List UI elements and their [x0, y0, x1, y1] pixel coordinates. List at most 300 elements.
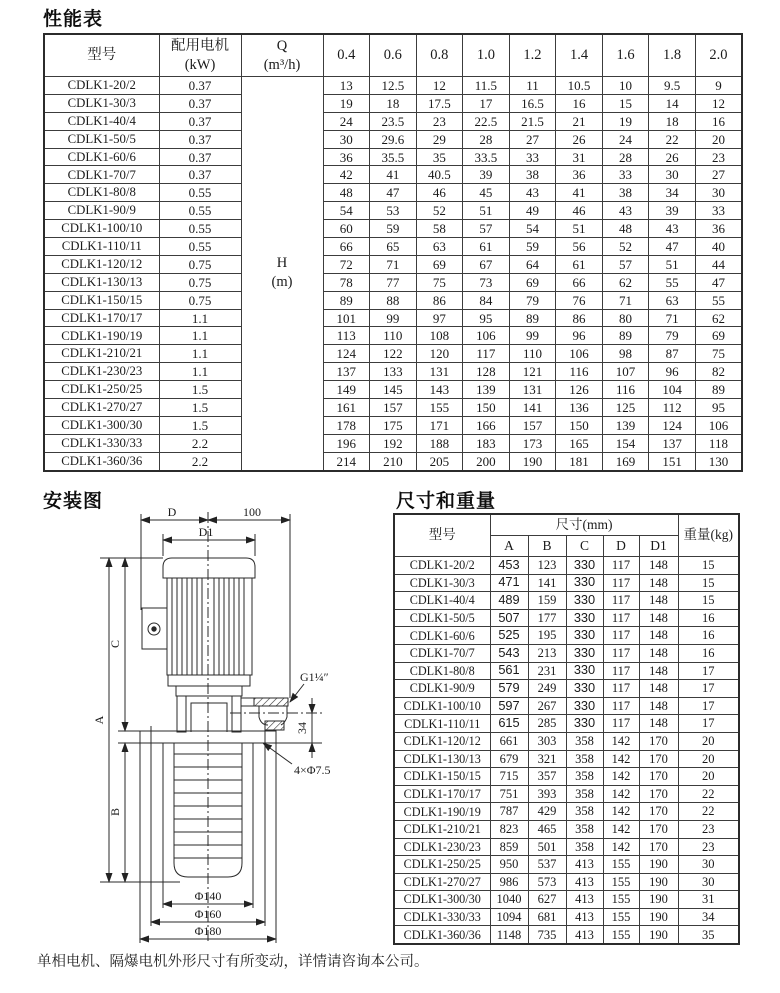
head-value-cell: 106 [695, 416, 742, 434]
thread-leader [290, 684, 304, 702]
head-value-cell: 30 [323, 130, 370, 148]
head-value-cell: 122 [370, 345, 417, 363]
dimension-value-cell: 543 [490, 644, 528, 662]
dimension-value-cell: 661 [490, 732, 528, 750]
head-value-cell: 36 [556, 166, 603, 184]
dimension-value-cell: 573 [528, 873, 566, 891]
dimension-value-cell: 148 [639, 715, 678, 733]
head-value-cell: 52 [602, 238, 649, 256]
lantern-chamber [191, 703, 227, 732]
perf-table-row [44, 130, 742, 148]
head-value-cell: 112 [649, 399, 696, 417]
head-value-cell: 33 [509, 148, 556, 166]
perf-table-row [44, 381, 742, 399]
head-value-cell: 188 [416, 434, 463, 452]
model-cell: CDLK1-110/11 [394, 715, 490, 733]
dimension-value-cell: 358 [566, 732, 603, 750]
dimension-value-cell: 330 [566, 680, 603, 698]
dimension-value-cell: 525 [490, 627, 528, 645]
weight-value-cell: 22 [678, 785, 739, 803]
head-value-cell: 214 [323, 452, 370, 470]
weight-value-cell: 15 [678, 557, 739, 575]
model-cell: CDLK1-270/27 [394, 873, 490, 891]
head-value-cell: 116 [602, 381, 649, 399]
head-value-cell: 88 [370, 291, 417, 309]
dimension-value-cell: 148 [639, 644, 678, 662]
head-value-cell: 21.5 [509, 112, 556, 130]
dims-table-row [394, 644, 739, 662]
perf-table-row [44, 345, 742, 363]
dim-label-d: D [167, 505, 177, 519]
weight-value-cell: 17 [678, 680, 739, 698]
head-value-cell: 41 [556, 184, 603, 202]
motor-kw-cell: 0.37 [159, 94, 241, 112]
perf-table-row [44, 112, 742, 130]
head-value-cell: 28 [602, 148, 649, 166]
model-cell: CDLK1-360/36 [394, 926, 490, 944]
head-value-cell: 171 [416, 416, 463, 434]
dimension-value-cell: 330 [566, 557, 603, 575]
dimension-value-cell: 303 [528, 732, 566, 750]
dimension-value-cell: 597 [490, 697, 528, 715]
dimension-value-cell: 501 [528, 838, 566, 856]
head-value-cell: 64 [509, 255, 556, 273]
head-value-cell: 77 [370, 273, 417, 291]
dims-table-row [394, 680, 739, 698]
model-cell: CDLK1-130/13 [44, 273, 159, 291]
head-value-cell: 23.5 [370, 112, 417, 130]
head-value-cell: 126 [556, 381, 603, 399]
head-value-cell: 66 [556, 273, 603, 291]
dimension-value-cell: 148 [639, 609, 678, 627]
dimensions-section-title: 尺寸和重量 [396, 491, 497, 512]
dimension-value-cell: 142 [603, 768, 639, 786]
head-value-cell: 104 [649, 381, 696, 399]
head-value-cell: 124 [649, 416, 696, 434]
dimension-value-cell: 117 [603, 715, 639, 733]
dimension-value-cell: 950 [490, 856, 528, 874]
model-cell: CDLK1-190/19 [394, 803, 490, 821]
weight-value-cell: 16 [678, 644, 739, 662]
perf-table-row [44, 77, 742, 95]
head-value-cell: 95 [695, 399, 742, 417]
model-cell: CDLK1-210/21 [394, 820, 490, 838]
head-value-cell: 33.5 [463, 148, 510, 166]
dimension-value-cell: 823 [490, 820, 528, 838]
head-value-cell: 46 [556, 202, 603, 220]
head-value-cell: 69 [695, 327, 742, 345]
dims-table-row [394, 697, 739, 715]
head-value-cell: 39 [649, 202, 696, 220]
dimension-value-cell: 358 [566, 820, 603, 838]
motor-kw-cell: 2.2 [159, 452, 241, 470]
flow-header-cell: 1.2 [509, 34, 556, 77]
head-value-cell: 150 [463, 399, 510, 417]
dims-table-row [394, 768, 739, 786]
weight-value-cell: 20 [678, 768, 739, 786]
perf-table-row [44, 452, 742, 470]
head-value-cell: 80 [602, 309, 649, 327]
head-value-cell: 79 [509, 291, 556, 309]
head-value-cell: 38 [509, 166, 556, 184]
head-value-cell: 121 [509, 363, 556, 381]
head-value-cell: 47 [695, 273, 742, 291]
dim-label-100: 100 [243, 505, 261, 519]
perf-table-row [44, 255, 742, 273]
motor-kw-cell: 0.55 [159, 184, 241, 202]
dimension-value-cell: 155 [603, 926, 639, 944]
head-value-cell: 89 [509, 309, 556, 327]
dimension-value-cell: 213 [528, 644, 566, 662]
dimension-value-cell: 330 [566, 662, 603, 680]
head-value-cell: 59 [370, 220, 417, 238]
head-value-cell: 54 [509, 220, 556, 238]
dimension-value-cell: 751 [490, 785, 528, 803]
head-value-cell: 96 [649, 363, 696, 381]
dimension-value-cell: 413 [566, 891, 603, 909]
head-value-cell: 63 [416, 238, 463, 256]
dimension-value-cell: 615 [490, 715, 528, 733]
dimension-value-cell: 358 [566, 838, 603, 856]
dimension-value-cell: 249 [528, 680, 566, 698]
dimension-value-cell: 358 [566, 750, 603, 768]
head-value-cell: 141 [509, 399, 556, 417]
model-cell: CDLK1-330/33 [44, 434, 159, 452]
head-value-cell: 38 [602, 184, 649, 202]
dims-table-row [394, 926, 739, 944]
motor-cap [163, 558, 255, 578]
model-cell: CDLK1-170/17 [394, 785, 490, 803]
head-value-cell: 42 [323, 166, 370, 184]
dimension-value-cell: 170 [639, 785, 678, 803]
installation-diagram [30, 492, 390, 952]
head-value-cell: 82 [695, 363, 742, 381]
dimension-value-cell: 330 [566, 592, 603, 610]
head-value-cell: 20 [695, 130, 742, 148]
head-value-cell: 21 [556, 112, 603, 130]
head-value-cell: 15 [602, 94, 649, 112]
head-value-cell: 75 [695, 345, 742, 363]
head-value-cell: 36 [695, 220, 742, 238]
head-value-cell: 175 [370, 416, 417, 434]
head-value-cell: 133 [370, 363, 417, 381]
head-value-cell: 79 [649, 327, 696, 345]
head-value-cell: 30 [649, 166, 696, 184]
head-value-cell: 95 [463, 309, 510, 327]
head-value-cell: 97 [416, 309, 463, 327]
dimension-value-cell: 715 [490, 768, 528, 786]
head-value-cell: 16 [556, 94, 603, 112]
head-value-cell: 190 [509, 452, 556, 470]
head-value-cell: 113 [323, 327, 370, 345]
head-value-cell: 118 [695, 434, 742, 452]
dim-label-d1: D1 [198, 525, 214, 539]
head-value-cell: 131 [416, 363, 463, 381]
dimension-value-cell: 330 [566, 574, 603, 592]
weight-value-cell: 20 [678, 750, 739, 768]
head-value-cell: 139 [602, 416, 649, 434]
outlet-bottom-hatched [265, 721, 284, 730]
model-cell: CDLK1-60/6 [44, 148, 159, 166]
head-value-cell: 210 [370, 452, 417, 470]
head-value-cell: 166 [463, 416, 510, 434]
model-cell: CDLK1-330/33 [394, 908, 490, 926]
dimension-value-cell: 330 [566, 697, 603, 715]
dimension-value-cell: 330 [566, 715, 603, 733]
model-cell: CDLK1-90/9 [394, 680, 490, 698]
weight-value-cell: 16 [678, 609, 739, 627]
dimension-value-cell: 117 [603, 662, 639, 680]
model-cell: CDLK1-170/17 [44, 309, 159, 327]
head-value-cell: 101 [323, 309, 370, 327]
dimension-value-cell: 170 [639, 768, 678, 786]
head-value-cell: 71 [370, 255, 417, 273]
dimension-value-cell: 681 [528, 908, 566, 926]
flow-header-cell: 1.4 [556, 34, 603, 77]
weight-value-cell: 23 [678, 838, 739, 856]
dimension-value-cell: 148 [639, 697, 678, 715]
dimension-value-cell: 321 [528, 750, 566, 768]
head-value-cell: 181 [556, 452, 603, 470]
head-value-cell: 11 [509, 77, 556, 95]
head-value-cell: 14 [649, 94, 696, 112]
dimension-value-cell: 465 [528, 820, 566, 838]
head-value-cell: 52 [416, 202, 463, 220]
head-value-cell: 66 [323, 238, 370, 256]
perf-table-row [44, 399, 742, 417]
head-value-cell: 12 [416, 77, 463, 95]
dimension-value-cell: 358 [566, 803, 603, 821]
dims-table-row [394, 609, 739, 627]
head-value-cell: 10 [602, 77, 649, 95]
head-value-cell: 165 [556, 434, 603, 452]
dim-label-phi160: Φ160 [194, 907, 222, 921]
head-value-cell: 157 [509, 416, 556, 434]
dimension-value-cell: 117 [603, 644, 639, 662]
head-value-cell: 36 [323, 148, 370, 166]
head-value-cell: 71 [649, 309, 696, 327]
motor-kw-cell: 0.75 [159, 291, 241, 309]
dimension-value-cell: 117 [603, 697, 639, 715]
head-value-cell: 108 [416, 327, 463, 345]
head-value-cell: 27 [509, 130, 556, 148]
dimension-value-cell: 1040 [490, 891, 528, 909]
weight-value-cell: 17 [678, 697, 739, 715]
head-value-cell: 61 [556, 255, 603, 273]
pump-head-flange [176, 686, 242, 696]
motor-kw-cell: 0.37 [159, 166, 241, 184]
head-value-cell: 19 [602, 112, 649, 130]
head-value-cell: 26 [556, 130, 603, 148]
dimension-value-cell: 170 [639, 803, 678, 821]
head-value-cell: 107 [602, 363, 649, 381]
dimension-value-cell: 489 [490, 592, 528, 610]
head-value-cell: 35 [416, 148, 463, 166]
motor-kw-cell: 0.75 [159, 255, 241, 273]
dims-table-row [394, 627, 739, 645]
head-value-cell: 51 [649, 255, 696, 273]
motor-kw-cell: 0.55 [159, 238, 241, 256]
head-value-cell: 99 [370, 309, 417, 327]
head-value-cell: 169 [602, 452, 649, 470]
head-value-cell: 57 [602, 255, 649, 273]
dimension-value-cell: 357 [528, 768, 566, 786]
dimension-value-cell: 393 [528, 785, 566, 803]
dimension-value-cell: 358 [566, 768, 603, 786]
motor-kw-cell: 2.2 [159, 434, 241, 452]
dimension-value-cell: 155 [603, 873, 639, 891]
dimension-value-cell: 285 [528, 715, 566, 733]
head-value-cell: 27 [695, 166, 742, 184]
dim-label-a: A [92, 715, 106, 725]
head-value-cell: 117 [463, 345, 510, 363]
dimension-value-cell: 142 [603, 838, 639, 856]
head-value-cell: 137 [649, 434, 696, 452]
head-value-cell: 75 [416, 273, 463, 291]
head-value-cell: 125 [602, 399, 649, 417]
dimension-value-cell: 155 [603, 856, 639, 874]
dimension-value-cell: 177 [528, 609, 566, 627]
model-cell: CDLK1-80/8 [44, 184, 159, 202]
dimension-value-cell: 537 [528, 856, 566, 874]
dims-column-header: A [490, 536, 528, 557]
perf-table-row [44, 184, 742, 202]
motor-kw-cell: 1.1 [159, 309, 241, 327]
head-value-cell: 39 [463, 166, 510, 184]
dimension-value-cell: 330 [566, 627, 603, 645]
head-value-cell: 130 [695, 452, 742, 470]
dimension-value-cell: 735 [528, 926, 566, 944]
head-value-cell: 29 [416, 130, 463, 148]
perf-table-row [44, 94, 742, 112]
head-value-cell: 145 [370, 381, 417, 399]
head-value-cell: 106 [463, 327, 510, 345]
flow-header-cell: 1.0 [463, 34, 510, 77]
dims-column-header: B [528, 536, 566, 557]
dims-size-group-header: 尺寸(mm) [490, 514, 678, 536]
head-value-cell: 149 [323, 381, 370, 399]
dims-table-row [394, 873, 739, 891]
head-value-cell: 45 [463, 184, 510, 202]
dims-table-row [394, 803, 739, 821]
head-value-cell: 86 [556, 309, 603, 327]
dimension-value-cell: 142 [603, 785, 639, 803]
perf-table-row [44, 363, 742, 381]
model-cell: CDLK1-100/10 [394, 697, 490, 715]
dimension-value-cell: 170 [639, 750, 678, 768]
head-value-cell: 59 [509, 238, 556, 256]
dimension-value-cell: 148 [639, 557, 678, 575]
head-value-cell: 110 [370, 327, 417, 345]
flow-header-cell: 1.6 [602, 34, 649, 77]
performance-section-title: 性能表 [43, 9, 104, 30]
head-value-cell: 40 [695, 238, 742, 256]
dimension-value-cell: 123 [528, 557, 566, 575]
dimension-value-cell: 267 [528, 697, 566, 715]
dims-table-row [394, 732, 739, 750]
perf-table-row [44, 291, 742, 309]
dimension-value-cell: 148 [639, 574, 678, 592]
dims-table-row [394, 891, 739, 909]
head-value-cell: 155 [416, 399, 463, 417]
head-value-cell: 98 [602, 345, 649, 363]
motor-kw-cell: 1.1 [159, 327, 241, 345]
head-value-cell: 17 [463, 94, 510, 112]
dimension-value-cell: 627 [528, 891, 566, 909]
motor-kw-cell: 0.75 [159, 273, 241, 291]
motor-kw-cell: 0.55 [159, 202, 241, 220]
head-value-cell: 136 [556, 399, 603, 417]
head-value-cell: 34 [649, 184, 696, 202]
dims-table-row [394, 557, 739, 575]
model-column-header: 型号 [44, 34, 159, 77]
head-value-cell: 46 [416, 184, 463, 202]
model-cell: CDLK1-230/23 [394, 838, 490, 856]
head-value-cell: 24 [323, 112, 370, 130]
dimension-value-cell: 117 [603, 627, 639, 645]
model-cell: CDLK1-70/7 [394, 644, 490, 662]
head-value-cell: 51 [463, 202, 510, 220]
dimension-value-cell: 117 [603, 574, 639, 592]
head-value-cell: 120 [416, 345, 463, 363]
model-cell: CDLK1-210/21 [44, 345, 159, 363]
head-value-cell: 23 [695, 148, 742, 166]
model-cell: CDLK1-40/4 [394, 592, 490, 610]
head-value-cell: 18 [370, 94, 417, 112]
motor-bottom-band [168, 675, 250, 686]
weight-value-cell: 31 [678, 891, 739, 909]
head-value-cell: 154 [602, 434, 649, 452]
head-value-cell: 106 [556, 345, 603, 363]
head-value-cell: 26 [649, 148, 696, 166]
head-value-cell: 73 [463, 273, 510, 291]
head-value-cell: 22.5 [463, 112, 510, 130]
dimension-value-cell: 190 [639, 856, 678, 874]
dimension-value-cell: 471 [490, 574, 528, 592]
dimension-value-cell: 190 [639, 873, 678, 891]
dimension-value-cell: 190 [639, 891, 678, 909]
dimension-value-cell: 170 [639, 838, 678, 856]
head-value-cell: 196 [323, 434, 370, 452]
dims-table-row [394, 820, 739, 838]
dim-label-b: B [108, 807, 122, 817]
head-value-cell: 23 [416, 112, 463, 130]
holes-leader [263, 743, 292, 764]
head-value-cell: 44 [695, 255, 742, 273]
head-value-cell: 9 [695, 77, 742, 95]
dimension-value-cell: 1094 [490, 908, 528, 926]
dimension-value-cell: 429 [528, 803, 566, 821]
head-value-cell: 143 [416, 381, 463, 399]
model-cell: CDLK1-30/3 [394, 574, 490, 592]
flow-header-cell: 0.6 [370, 34, 417, 77]
dimension-value-cell: 148 [639, 592, 678, 610]
weight-value-cell: 35 [678, 926, 739, 944]
dimension-value-cell: 358 [566, 785, 603, 803]
lantern-post-right [232, 696, 241, 732]
model-cell: CDLK1-300/30 [394, 891, 490, 909]
motor-kw-cell: 1.5 [159, 399, 241, 417]
weight-value-cell: 17 [678, 715, 739, 733]
dimension-value-cell: 142 [603, 732, 639, 750]
dimension-value-cell: 859 [490, 838, 528, 856]
model-cell: CDLK1-300/30 [44, 416, 159, 434]
dimension-value-cell: 1148 [490, 926, 528, 944]
dims-table-row [394, 574, 739, 592]
head-value-cell: 72 [323, 255, 370, 273]
dimension-value-cell: 413 [566, 908, 603, 926]
motor-kw-cell: 0.37 [159, 112, 241, 130]
